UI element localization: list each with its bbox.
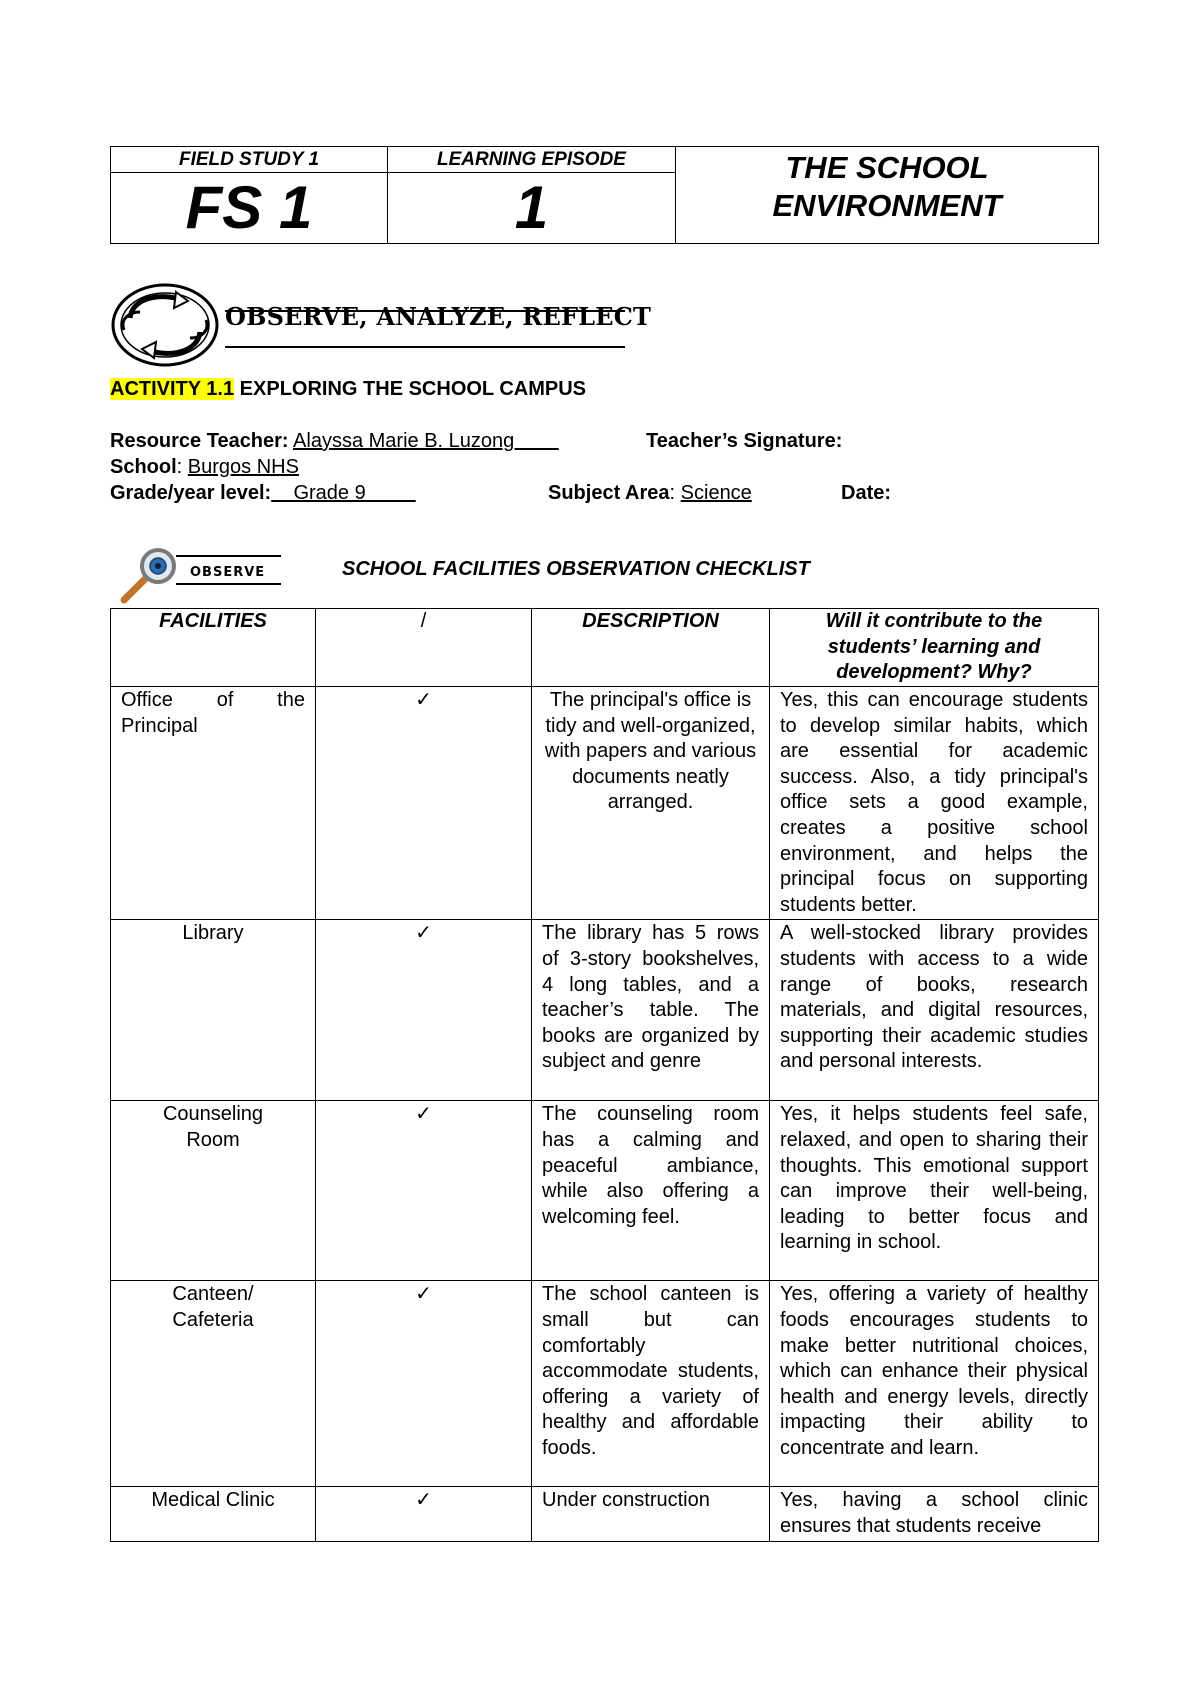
grade-label: Grade/year level: — [110, 482, 272, 504]
field-study-value: FS 1 — [111, 173, 388, 244]
contribution-cell: Yes, this can encourage students to develop similar habits, which are essential for academic success. Also, a tidy principal's office sets a good example, creates a positive school environment, and helps the principal focus on supporting students better. — [770, 687, 1099, 920]
contribution-cell: Yes, offering a variety of healthy foods encourages students to make better nutritional choices, which can enhance their physical health and energy levels, directly impacting their ability to concentrate and learn. — [770, 1281, 1099, 1487]
checklist-title: SCHOOL FACILITIES OBSERVATION CHECKLIST — [342, 558, 810, 580]
table-row — [111, 920, 1099, 1101]
observe-magnifier-icon — [116, 546, 286, 604]
episode-title-line2: ENVIRONMENT — [772, 188, 1002, 223]
field-study-label: FIELD STUDY 1 — [111, 147, 388, 173]
check-cell: ✓ — [316, 687, 532, 920]
header-check: / — [316, 609, 532, 687]
banner-bottom-rule — [225, 346, 625, 348]
contribution-cell: A well-stocked library provides students with access to a wide range of books, research materials, and digital resources, supporting their academic studies and personal interests. — [770, 920, 1099, 1101]
activity-number: ACTIVITY 1.1 — [110, 378, 235, 400]
grade-value: Grade 9 — [271, 482, 416, 504]
description-cell: The counseling room has a calming and peaceful ambiance, while also offering a welcoming feel. — [532, 1101, 770, 1281]
school-line: School: Burgos NHS — [110, 456, 299, 478]
subject-label: Subject Area — [548, 482, 670, 504]
observe-label: OBSERVE — [190, 565, 266, 580]
banner-text: OBSERVE, ANALYZE, REFLECT — [225, 302, 652, 331]
facilities-checklist-table — [110, 608, 1099, 1542]
resource-teacher-value: Alayssa Marie B. Luzong — [293, 430, 559, 452]
school-label: School — [110, 456, 177, 478]
date-label: Date: — [841, 482, 892, 504]
facility-cell: Counseling Room — [111, 1101, 316, 1281]
episode-title — [676, 147, 1099, 244]
table-row — [111, 687, 1099, 920]
header-facilities: FACILITIES — [111, 609, 316, 687]
contribution-cell: Yes, having a school clinic ensures that students receive — [770, 1487, 1099, 1541]
activity-heading — [110, 378, 586, 401]
check-cell: ✓ — [316, 1281, 532, 1487]
cycle-arrows-icon — [110, 280, 230, 370]
header-description: DESCRIPTION — [532, 609, 770, 687]
description-cell: The library has 5 rows of 3-story bookshelves, 4 long tables, and a teacher’s table. The books are organized by subject and genre — [532, 920, 770, 1101]
description-cell: Under construction — [532, 1487, 770, 1541]
check-cell: ✓ — [316, 920, 532, 1101]
activity-title: EXPLORING THE SCHOOL CAMPUS — [234, 378, 587, 400]
signature-label: Teacher’s Signature: — [646, 430, 843, 452]
facility-cell: Canteen/ Cafeteria — [111, 1281, 316, 1487]
facility-cell: Office of the Principal — [111, 687, 316, 920]
resource-teacher-line — [110, 430, 1100, 456]
episode-title-line1: THE SCHOOL — [785, 150, 989, 185]
header-contribution: Will it contribute to the students’ learning and development? Why? — [770, 609, 1099, 687]
check-cell: ✓ — [316, 1101, 532, 1281]
check-cell: ✓ — [316, 1487, 532, 1541]
facility-cell: Library — [111, 920, 316, 1101]
description-cell: The principal's office is tidy and well-organized, with papers and various documents neatly arranged. — [532, 687, 770, 920]
observe-analyze-reflect-banner — [110, 280, 652, 370]
table-row — [111, 1487, 1099, 1541]
contribution-cell: Yes, it helps students feel safe, relaxed, and open to sharing their thoughts. This emotional support can improve their well-being, leading to better focus and learning in school. — [770, 1101, 1099, 1281]
episode-header-table — [110, 146, 1099, 244]
learning-episode-label: LEARNING EPISODE — [388, 147, 676, 173]
school-value: Burgos NHS — [187, 456, 299, 478]
resource-teacher-label: Resource Teacher: — [110, 430, 289, 452]
learning-episode-value: 1 — [388, 173, 676, 244]
table-row — [111, 1101, 1099, 1281]
subject-value: Science — [680, 482, 752, 504]
description-cell: The school canteen is small but can comfortably accommodate students, offering a variety of healthy and affordable foods. — [532, 1281, 770, 1487]
table-row — [111, 1281, 1099, 1487]
facility-cell: Medical Clinic — [111, 1487, 316, 1541]
grade-subject-line: Grade/year level: Grade 9 Subject Area: Science Date: — [110, 482, 892, 504]
table-header-row — [111, 609, 1099, 687]
